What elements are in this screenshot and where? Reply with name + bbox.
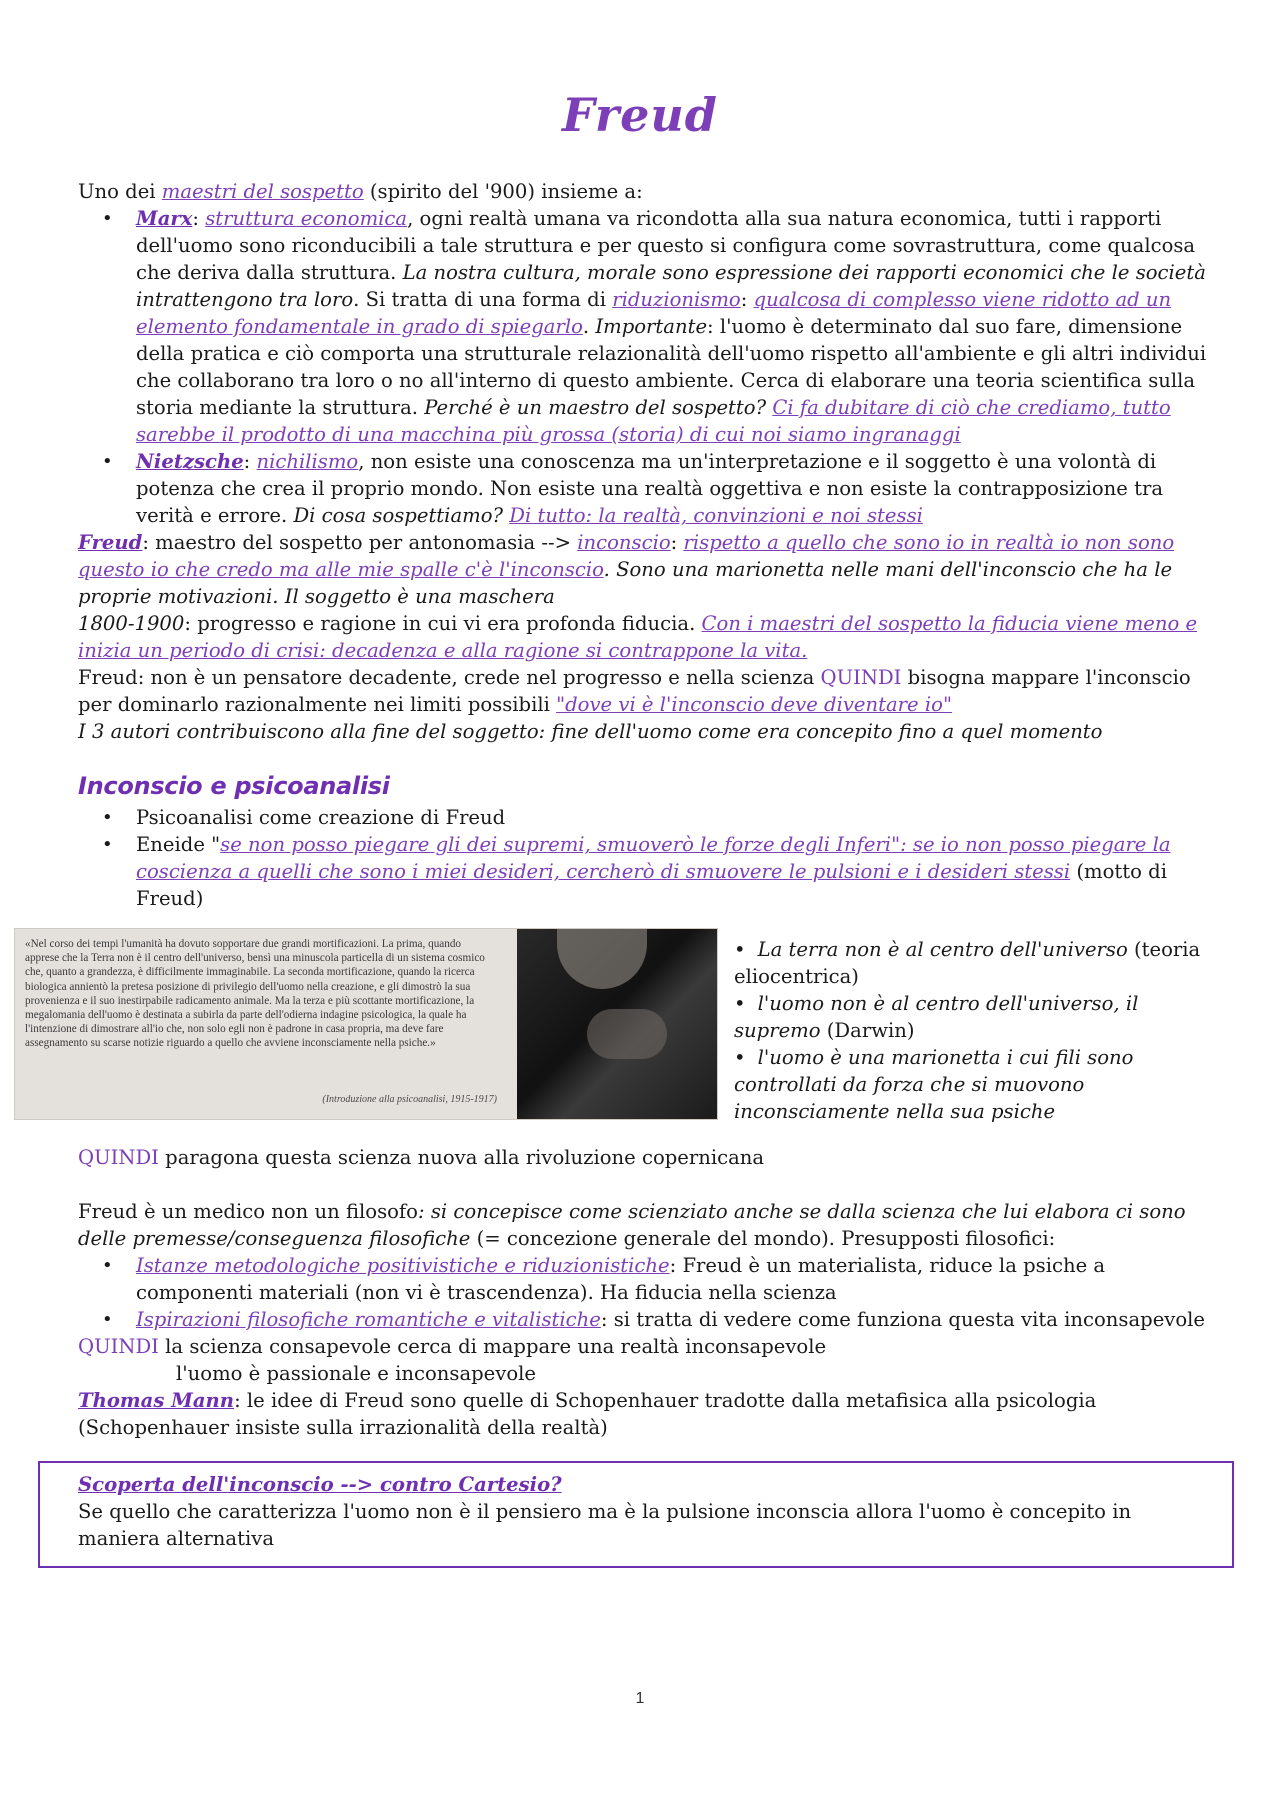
psicoanalisi-list [78, 804, 1208, 912]
italic-text: La terra non è al centro dell'universo [757, 938, 1128, 961]
link-text: qualcosa di complesso viene ridotto ad un elemento fondamentale in grado di spiegarlo [136, 288, 1172, 338]
bullet-icon: • [734, 992, 746, 1015]
freud-keyword: Freud [78, 531, 143, 554]
marx-keyword: Marx [136, 207, 193, 230]
list-item-nietzsche [136, 448, 1208, 529]
figure-row [25, 922, 1208, 1144]
freud2-paragraph [78, 664, 1208, 718]
link-text: "dove vi è l'inconscio deve diventare io" [556, 693, 952, 716]
medico-paragraph [78, 1198, 1208, 1252]
notes-body [25, 178, 1208, 1568]
period-paragraph [78, 610, 1208, 664]
page-title: Freud [562, 88, 718, 142]
text: : l'uomo è determinato dal suo fare, dimensione della pratica e ciò comporta una strutturale relazionalità dell'uomo rispetto all'ambiente e gli altri individui che collaborano tra loro o no all'interno di questo ambiente. Cerca di elaborare una teoria scientifica sulla storia mediante la struttura. [136, 315, 1207, 419]
text: : [670, 531, 684, 554]
dates-text: 1800-1900 [78, 612, 185, 635]
text: , ogni realtà umana va ricondotta alla sua natura economica, tutti i rapporti dell'uomo sono riconducibili a tale struttura e per questo si configura come sovrastruttura, come qualcosa che deriva dalla struttura. [136, 207, 1196, 284]
link-text: Ispirazioni filosofiche romantiche e vitalistiche [136, 1308, 601, 1331]
text: paragona questa scienza nuova alla rivoluzione copernicana [158, 1146, 765, 1169]
list-item [734, 936, 1204, 990]
freud-paragraph [78, 529, 1208, 610]
quindi2-line2: l'uomo è passionale e inconsapevole [176, 1362, 536, 1385]
italic-text: La nostra cultura, morale sono espressione dei rapporti economici che le società intrattengono tra loro [136, 261, 1206, 311]
quindi-label: QUINDI [820, 666, 902, 689]
text: (teoria eliocentrica) [734, 938, 1201, 988]
link-text: rispetto a quello che sono io in realtà io non sono questo io che credo ma alle mie spalle c'è l'inconscio [78, 531, 1175, 581]
quindi-label: QUINDI [78, 1335, 159, 1358]
text: (= concezione generale del mondo). Presupposti filosofici: [470, 1227, 1056, 1250]
mann-keyword: Thomas Mann [78, 1389, 235, 1412]
italic-text: Perché è un maestro del sospetto? [424, 396, 773, 419]
nietzsche-keyword: Nietzsche [136, 450, 244, 473]
text: la scienza consapevole cerca di mappare una realtà inconsapevole [158, 1335, 827, 1358]
text: : le idee di Freud sono quelle di Schopenhauer tradotte dalla metafisica alla psicologia (Schopenhauer insiste sulla irrazionalità della realtà) [78, 1389, 1097, 1439]
callout-heading: Scoperta dell'inconscio --> contro Cartesio? [78, 1473, 562, 1496]
text: Uno dei [78, 180, 162, 203]
italic-text: l'uomo è una marionetta i cui fili sono controllati da forza che si muovono inconsciamente nella sua psiche [734, 1046, 1134, 1123]
freud-quote-image [14, 928, 718, 1120]
list-item: • Psicoanalisi come creazione di Freud [136, 804, 1208, 831]
image-quote-text: «Nel corso dei tempi l'umanità ha dovuto sopportare due grandi mortificazioni. La prima, quando apprese che la Terra non è il centro dell'universo, bensì una minuscola particella di un sistema cosmico che, quanto a grandezza, è difficilmente immaginabile. La seconda mortificazione, quando la ricerca biologica annientò la pretesa posizione di privilegio dell'uomo nella creazione, e gli dimostrò la sua provenienza e il suo inestirpabile radicamento animale. Ma la terza e più scottante mortificazione, la megalomania dell'uomo è destinata a subirla da parte dell'odierna indagine psicologica, la quale ha l'intenzione di dimostrare all'io che, non solo egli non è padrone in casa propria, ma deve fare assegnamento su scarse notizie riguardo a quello che avviene inconsciamente nella psiche.» [25, 938, 485, 1050]
italic-text: Di cosa sospettiamo? [293, 504, 510, 527]
text: : si tratta di vedere come funziona questa vita inconsapevole [600, 1308, 1206, 1331]
maestri-link: maestri del sospetto [161, 180, 364, 203]
text: : progresso e ragione in cui vi era profonda fiducia. [184, 612, 702, 635]
autori-paragraph: I 3 autori contribuiscono alla fine del soggetto: fine dell'uomo come era concepito fino a quel momento [78, 720, 1103, 743]
callout-box [38, 1461, 1234, 1568]
text: bisogna mappare l'inconscio per dominarlo razionalmente nei limiti possibili [78, 666, 1191, 716]
link-text: Istanze metodologiche positivistiche e riduzionistiche [136, 1254, 670, 1277]
bullet-icon: • [734, 1046, 746, 1069]
presupposti-list [78, 1252, 1208, 1333]
list-item [136, 1252, 1208, 1306]
italic-text: Importante [595, 315, 708, 338]
quindi2-paragraph [78, 1333, 1208, 1360]
list-item [136, 1306, 1208, 1333]
list-item [136, 831, 1208, 912]
freud-photo [517, 929, 717, 1119]
italic-text: l'uomo non è al centro dell'universo, il supremo [734, 992, 1139, 1042]
text: Freud è un medico non un filosofo [78, 1200, 418, 1223]
mortifications-list [734, 936, 1204, 1125]
text: : [243, 450, 257, 473]
italic-text: : si concepisce come scienziato anche se dalla scienza che lui elabora ci sono delle premesse/conseguenza filosofiche [78, 1200, 1186, 1250]
text: (Darwin) [820, 1019, 915, 1042]
link-text: se non posso piegare gli dei supremi, smuoverò le forze degli Inferi": se io non posso piegare la coscienza a quelli che sono i miei desideri, cercherò di smuovere le pulsioni e i desideri stessi [136, 833, 1171, 883]
text: : Freud è un materialista, riduce la psiche a componenti materiali (non vi è trascendenza). Ha fiducia nella scienza [136, 1254, 1106, 1304]
text: : [740, 288, 754, 311]
link-text: Ci fa dubitare di ciò che crediamo, tutto sarebbe il prodotto di una macchina più grossa (storia) di cui noi siamo ingranaggi [136, 396, 1171, 446]
mann-paragraph [78, 1387, 1208, 1441]
quindi-paragraph [78, 1144, 1208, 1171]
text: : [192, 207, 206, 230]
italic-text: . Sono una marionetta nelle mani dell'inconscio che ha le proprie motivazioni. Il soggetto è una maschera [78, 558, 1173, 608]
list-item-marx [136, 205, 1208, 448]
quindi-label: QUINDI [78, 1146, 159, 1169]
bullet-icon: • [734, 938, 746, 961]
section-heading: Inconscio e psicoanalisi [78, 772, 390, 800]
link-text: Di tutto: la realtà, convinzioni e noi stessi [509, 504, 923, 527]
list-item [734, 990, 1204, 1044]
maestri-list [78, 205, 1208, 529]
link-text: nichilismo [256, 450, 359, 473]
link-text: inconscio [577, 531, 671, 554]
intro-paragraph [78, 178, 1208, 205]
text: . Si tratta di una forma di [353, 288, 613, 311]
link-text: Con i maestri del sospetto la fiducia viene meno e inizia un periodo di crisi: decadenza e alla ragione si contrappone la vita. [78, 612, 1198, 662]
text: Freud: non è un pensatore decadente, crede nel progresso e nella scienza [78, 666, 821, 689]
text: , non esiste una conoscenza ma un'interpretazione e il soggetto è una volontà di potenza che crea il proprio mondo. Non esiste una realtà oggettiva e non esiste la contrapposizione tra verità e errore. [136, 450, 1164, 527]
text: (motto di Freud) [136, 860, 1167, 910]
image-citation: (Introduzione alla psicoanalisi, 1915-1917) [322, 1094, 497, 1105]
text: : maestro del sospetto per antonomasia --> [142, 531, 578, 554]
text: Eneide " [136, 833, 221, 856]
callout-text: Se quello che caratterizza l'uomo non è il pensiero ma è la pulsione inconscia allora l'uomo è concepito in maniera alternativa [78, 1500, 1132, 1550]
page-number: 1 [635, 1690, 645, 1707]
list-item [734, 1044, 1204, 1125]
link-text: riduzionismo [612, 288, 741, 311]
text: (spirito del '900) insieme a: [363, 180, 643, 203]
link-text: struttura economica [205, 207, 408, 230]
text: . [582, 315, 596, 338]
